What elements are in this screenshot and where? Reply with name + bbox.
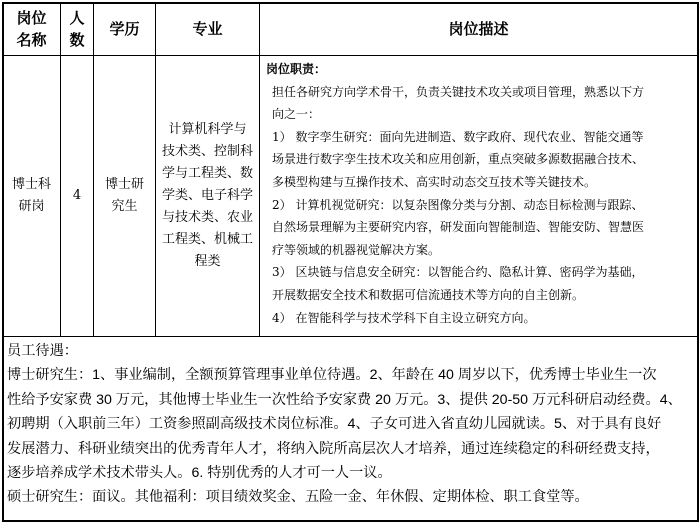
description-line: 疗等领域的机器视觉解决方案。 [272,242,441,257]
cell-education [94,56,155,336]
headcount-value: 4 [72,188,82,203]
cell-major [156,56,259,336]
description-line: 3） 区块链与信息安全研究：以智能合约、隐私计算、密码学为基础， [272,265,644,280]
header-headcount-line-2: 数 [69,31,85,49]
header-major-label: 专业 [192,20,223,38]
benefits-line: 逐步培养成学术技术带头人。6. 特别优秀的人才可一人一议。 [7,465,392,482]
benefits-line: 性给予安家费 30 万元，其他博士毕业生一次性给予安家费 20 万元。3、提供 20-50 万元科研启动经费。4、 [7,391,682,408]
description-line: 向之一： [272,107,321,122]
table-border-bottom [2,520,698,522]
description-line: 多模型构建与互操作技术、高实时动态交互技术等关键技术。 [272,174,597,189]
cell-description [266,58,694,334]
description-line: 担任各研究方向学术骨干，负责关键技术攻关或项目管理，熟悉以下方 [272,84,645,99]
header-education-label: 学历 [109,20,140,38]
header-headcount [61,3,93,55]
benefits-line: 初聘期（入职前三年）工资参照副高级技术岗位标准。4、子女可进入省直幼儿园就读。5、对于具有良好 [7,416,662,433]
description-line: 2） 计算机视觉研究：以复杂图像分类与分割、动态目标检测与跟踪、 [272,197,644,212]
major-line: 计算机科学与 [168,122,247,137]
description-line: 自然场景理解为主要研究内容，研发面向智能制造、智能安防、智慧医 [272,220,645,235]
major-line: 技术类、控制科 [161,144,253,159]
header-major [156,3,259,55]
header-description [260,3,697,55]
benefits-line: 硕士研究生：面议。其他福利：项目绩效奖金、五险一金、年休假、定期体检、职工食堂等。 [7,489,589,506]
cell-headcount [61,56,93,336]
benefits-title: 员工待遇： [7,343,78,359]
benefits-line: 发展潜力、科研业绩突出的优秀青年人才，将纳入院所高层次人才培养，通过连续稳定的科研经费支持， [7,440,660,457]
description-line: 开展数据安全技术和数据可信流通技术等方向的自主创新。 [272,287,585,302]
major-line: 与技术类、农业 [161,210,253,225]
table-border-right [697,2,699,522]
benefits-line: 博士研究生：1、事业编制，全额预算管理事业单位待遇。2、年龄在 40 周岁以下，优秀博士毕业生一次 [7,367,657,384]
education-line-1: 博士研 [104,177,144,192]
header-education [94,3,155,55]
header-headcount-line-1: 人 [69,9,85,27]
cell-position-name [3,56,60,336]
header-position-name-line-2: 名称 [16,31,47,49]
major-line: 程类 [194,254,221,269]
description-line: 场景进行数字孪生技术攻关和应用创新，重点突破多源数据融合技术、 [272,152,645,167]
header-description-label: 岗位描述 [448,20,509,38]
major-line: 学与工程类、数 [161,166,253,181]
header-position-name-line-1: 岗位 [16,9,47,27]
position-name-line-1: 博士科 [11,177,51,192]
row-divider [2,336,698,337]
position-name-line-2: 研岗 [18,199,45,214]
major-line: 工程类、机械工 [161,232,253,247]
education-line-2: 究生 [111,199,138,214]
description-line: 4） 在智能科学与技术学科下自主设立研究方向。 [272,310,536,325]
description-line: 1） 数字孪生研究：面向先进制造、数字政府、现代农业、智能交通等 [272,129,644,144]
description-title: 岗位职责： [266,62,327,76]
header-position-name [3,3,60,55]
major-line: 学类、电子科学 [161,188,253,203]
benefits-section [7,339,695,519]
